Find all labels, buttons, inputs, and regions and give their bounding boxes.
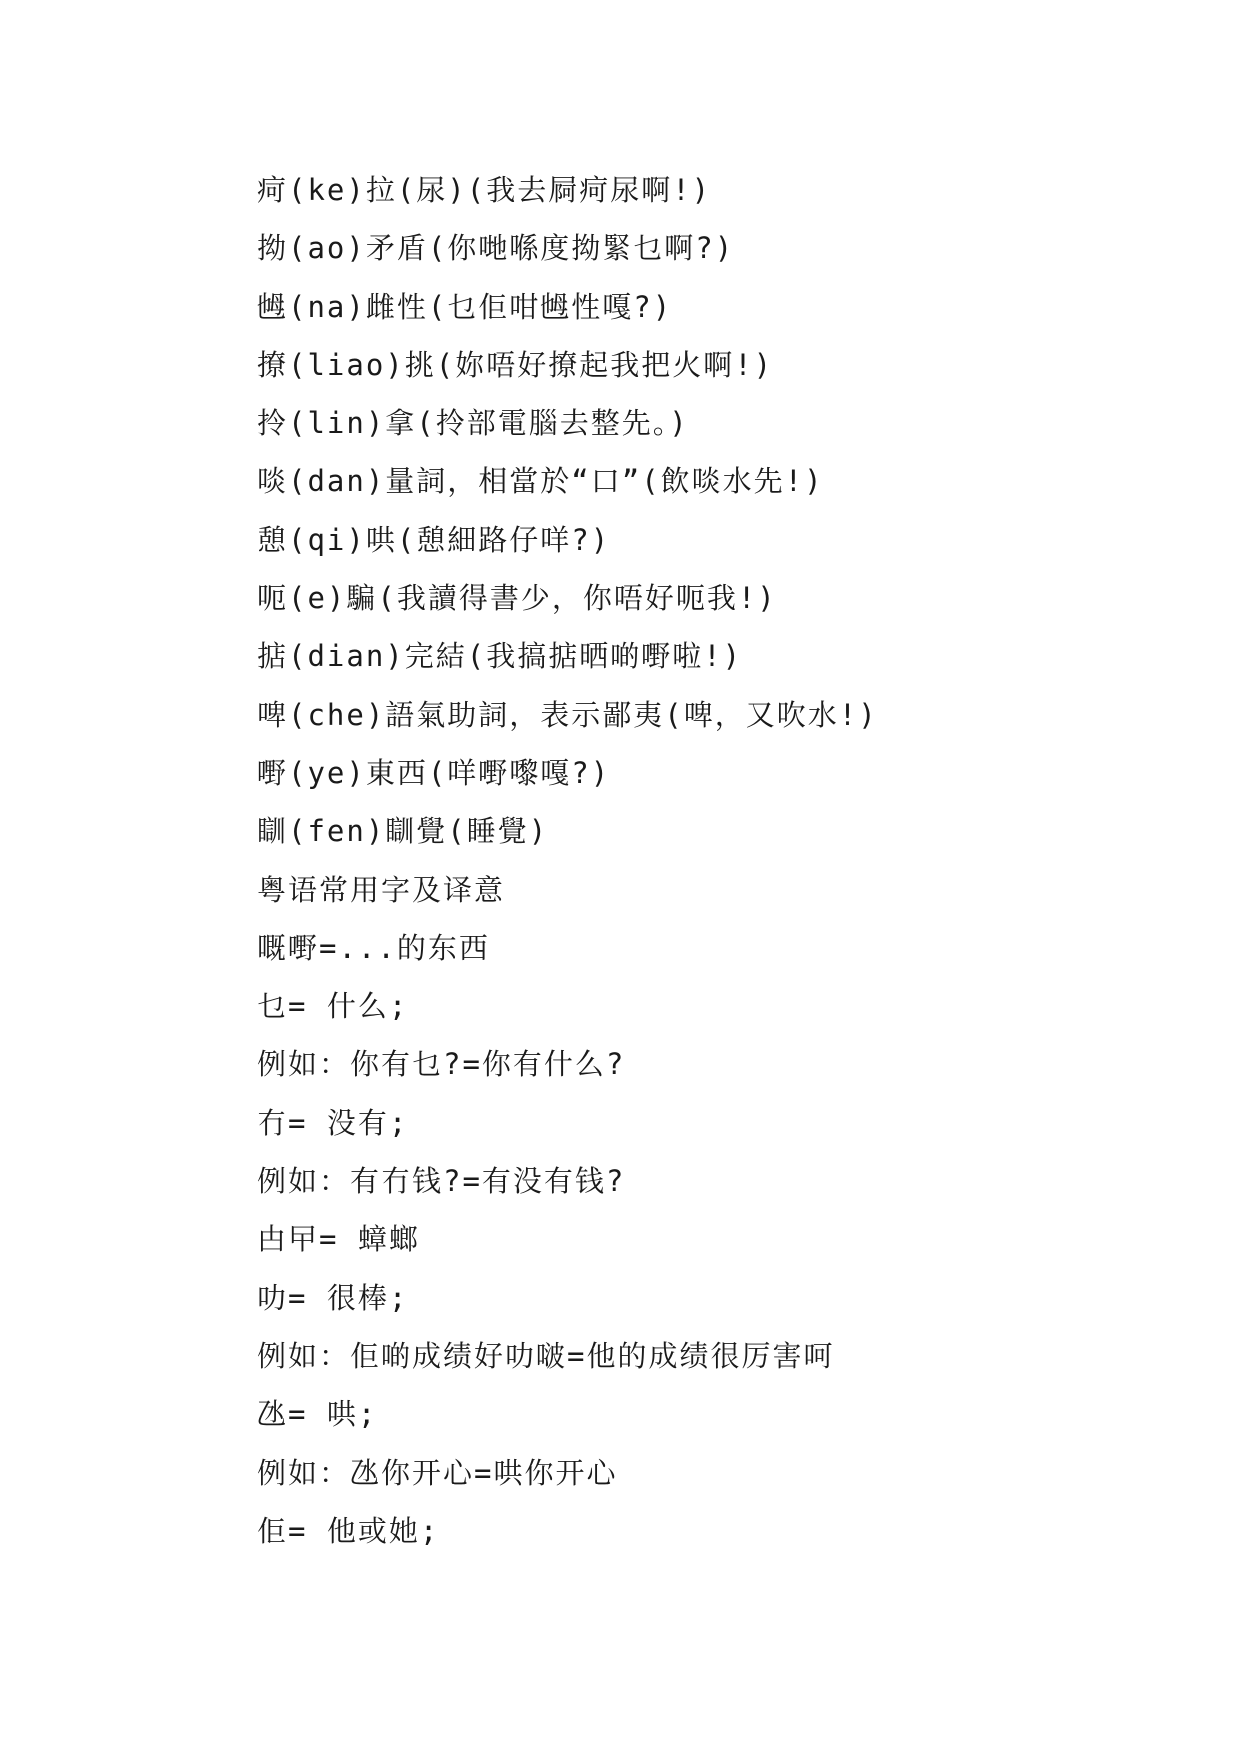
text-line: 冇= 没有; <box>257 1105 409 1140</box>
text-line: 拎(lin)拿(拎部電腦去整先。) <box>257 406 689 441</box>
text-line: 嘢(ye)東西(咩嘢嚟嘎?) <box>257 755 611 790</box>
text-line: 甴曱= 蟑螂 <box>257 1222 420 1257</box>
text-line: 叻= 很棒; <box>257 1280 409 1315</box>
text-line: 例如：你有乜?=你有什么? <box>257 1047 626 1082</box>
text-line: 乸(na)雌性(乜佢咁乸性嘎?) <box>257 289 673 324</box>
text-line: 瞓(fen)瞓覺(睡覺) <box>257 814 549 849</box>
text-line: 撩(liao)挑(妳唔好撩起我把火啊!) <box>257 347 774 382</box>
text-line: 憩(qi)哄(憩細路仔咩?) <box>257 522 611 557</box>
text-line: 嘅嘢=...的东西 <box>257 930 490 965</box>
text-line: 乜= 什么; <box>257 989 409 1024</box>
text-line: 啤(che)語氣助詞，表示鄙夷(啤，又吹水!) <box>257 697 878 732</box>
text-line: 氹= 哄; <box>257 1397 378 1432</box>
text-line: 例如：有冇钱?=有没有钱? <box>257 1164 626 1199</box>
text-line: 拗(ao)矛盾(你哋喺度拗緊乜啊?) <box>257 231 735 266</box>
text-line: 疴(ke)拉(尿)(我去屙疴尿啊!) <box>257 173 712 207</box>
text-line: 例如：佢啲成绩好叻啵=他的成绩很厉害呵 <box>257 1338 835 1373</box>
text-line: 例如：氹你开心=哄你开心 <box>257 1455 618 1490</box>
section-heading: 粤语常用字及译意 <box>257 872 506 907</box>
text-line: 佢= 他或她; <box>257 1513 440 1548</box>
glossary-list <box>257 161 1157 1560</box>
text-line: 掂(dian)完結(我搞掂晒啲嘢啦!) <box>257 639 743 674</box>
text-line: 啖(dan)量詞，相當於“口”(飲啖水先!) <box>257 464 824 499</box>
text-line: 呃(e)騙(我讀得書少，你唔好呃我!) <box>257 581 777 616</box>
